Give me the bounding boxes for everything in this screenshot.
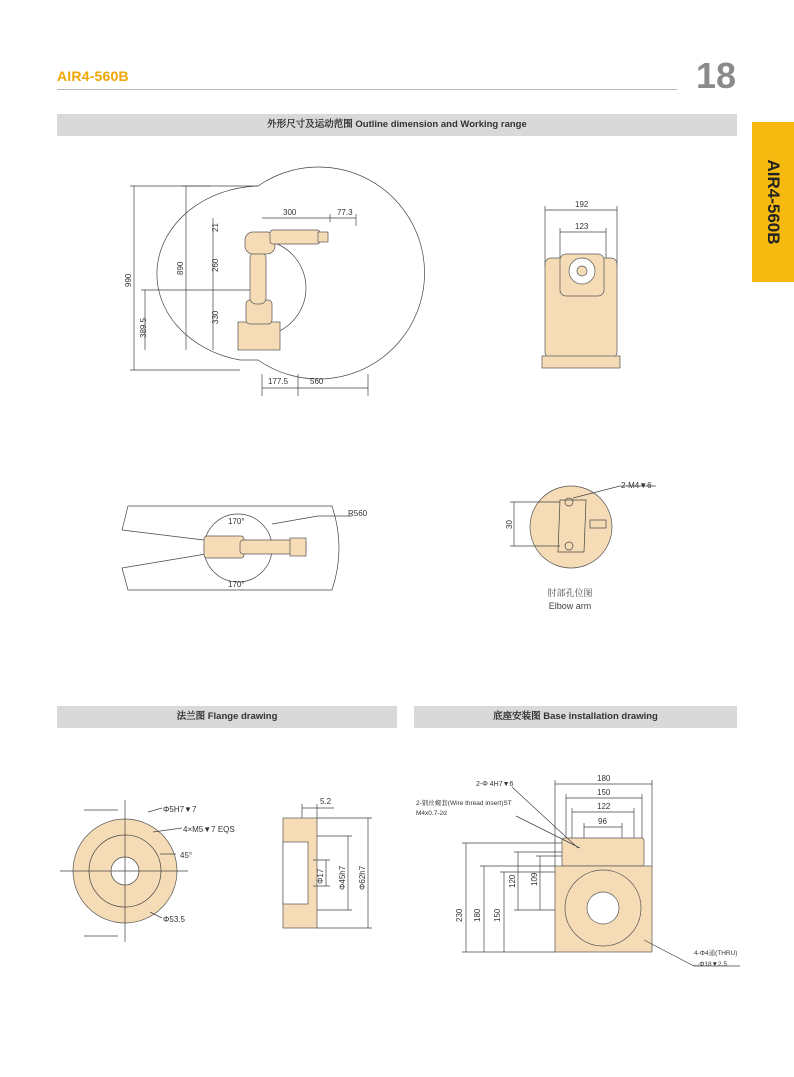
flange-d45: Φ45h7	[338, 865, 347, 890]
base-w96: 96	[598, 817, 607, 826]
base-h109: 109	[530, 872, 539, 886]
dim-192: 192	[575, 200, 589, 209]
base-pin: 2-Φ 4H7▼6	[476, 781, 514, 788]
flange-d17: Φ17	[316, 868, 325, 884]
dim-990: 990	[124, 273, 133, 287]
dim-177: 177.5	[268, 377, 289, 386]
base-insert-1: 2-钢丝螺套(Wire thread insert)ST	[416, 800, 512, 807]
base-w180: 180	[597, 774, 611, 783]
page-number: 18	[696, 55, 737, 96]
angle-top: 170°	[228, 517, 245, 526]
flange-hole-2: 4×M5▼7 EQS	[183, 825, 235, 834]
flange-pcd: Φ53.5	[163, 915, 185, 924]
side-tab-label: AIR4-560B	[764, 159, 783, 245]
flange-drawing	[60, 800, 372, 942]
angle-bottom: 170°	[228, 580, 245, 589]
section-bar-outline: 外形尺寸及运动范围 Outline dimension and Working range	[57, 114, 737, 136]
side-view-drawing	[130, 167, 425, 396]
dim-21: 21	[211, 223, 220, 232]
base-w122: 122	[597, 802, 611, 811]
model-title: AIR4-560B	[57, 68, 129, 84]
dim-260: 260	[211, 258, 220, 272]
dim-560: 560	[310, 377, 324, 386]
base-h120: 120	[508, 874, 517, 888]
base-h230: 230	[455, 908, 464, 922]
flange-angle: 45°	[180, 851, 193, 860]
elbow-hole-label: 2-M4▼6	[621, 481, 652, 490]
base-thru-1: 4-Φ4通(THRU)	[694, 950, 738, 957]
base-insert-2: M4x0.7-2d	[416, 810, 447, 817]
dim-890: 890	[176, 261, 185, 275]
elbow-caption-en: Elbow arm	[548, 601, 592, 611]
radius-label: R560	[348, 509, 368, 518]
dim-77: 77.3	[337, 208, 353, 217]
flange-thickness: 5.2	[320, 797, 332, 806]
elbow-drawing	[510, 486, 656, 568]
section-bar-base: 底座安装图 Base installation drawing	[414, 706, 737, 728]
section-bar-flange: 法兰图 Flange drawing	[57, 706, 397, 728]
base-thru-2: ⌴Φ18▼2.5	[694, 961, 728, 968]
dim-123: 123	[575, 222, 589, 231]
elbow-caption-cn: 肘部孔位图	[547, 588, 593, 598]
flange-hole-1: Φ5H7▼7	[163, 805, 197, 814]
base-h150: 150	[493, 908, 502, 922]
base-w150: 150	[597, 788, 611, 797]
dim-300: 300	[283, 208, 297, 217]
dim-330: 330	[211, 310, 220, 324]
flange-d62: Φ62h7	[358, 865, 367, 890]
dim-389: 389.5	[139, 317, 148, 338]
elbow-dim-30: 30	[505, 520, 514, 529]
base-h180: 180	[473, 908, 482, 922]
